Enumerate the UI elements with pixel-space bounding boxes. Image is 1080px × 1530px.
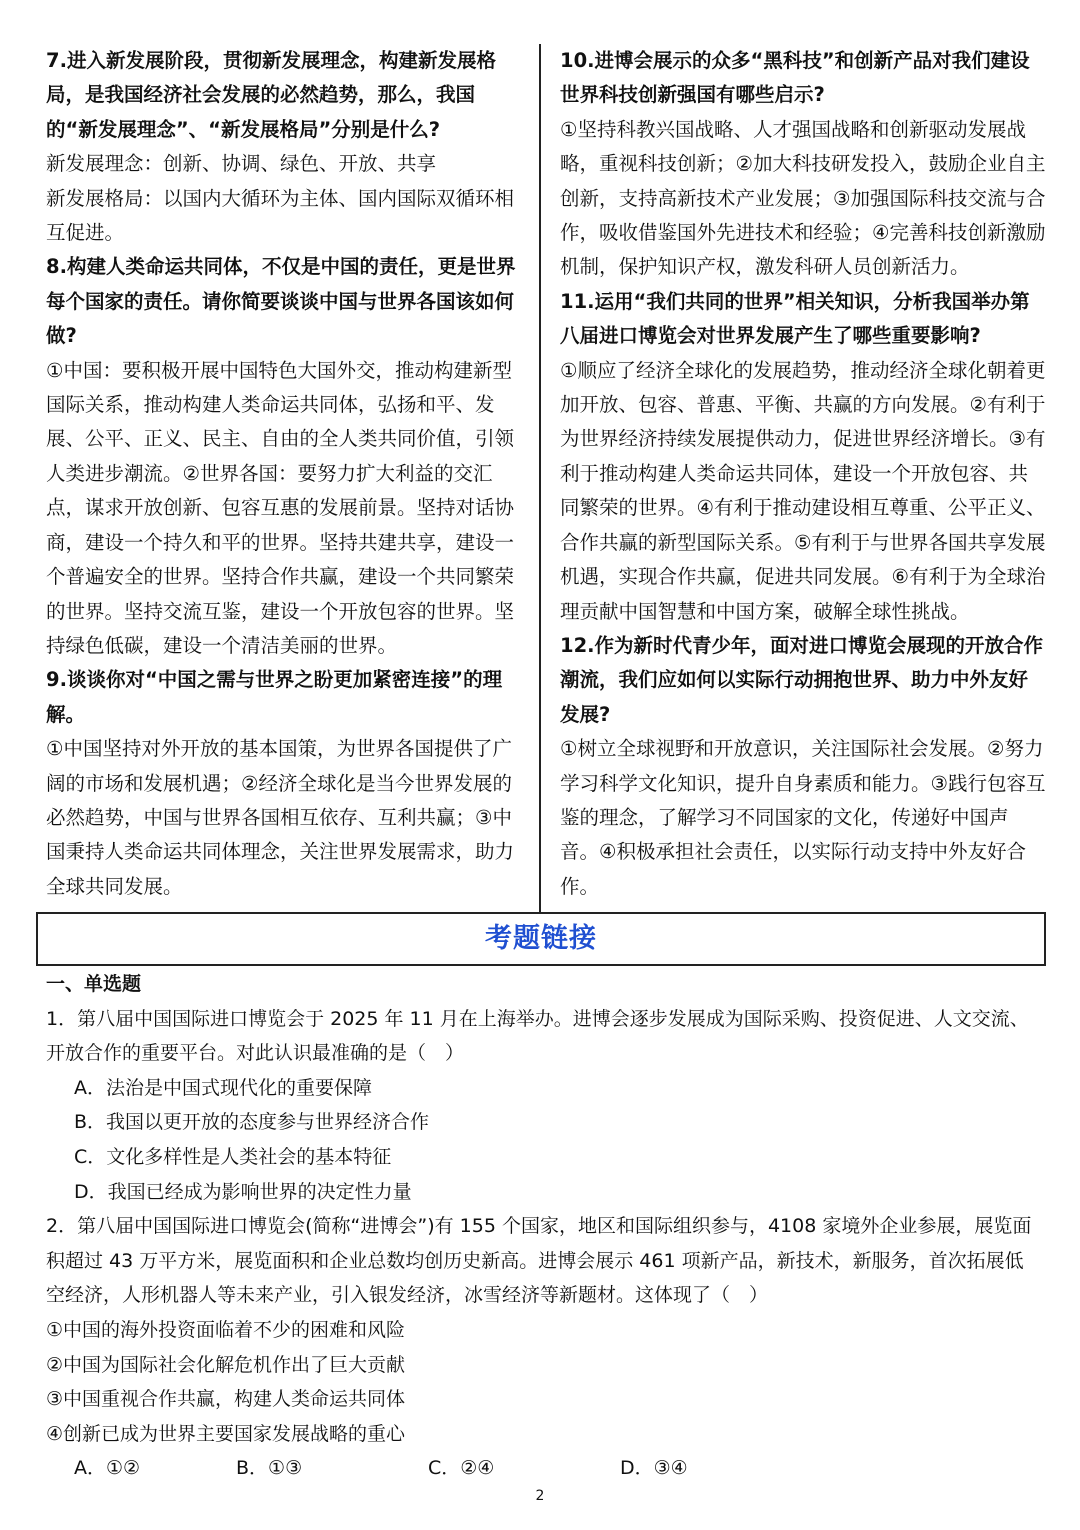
- question-11: 11.运用“我们共同的世界”相关知识，分析我国举办第八届进口博览会对世界发展产生了哪些重要影响?: [560, 289, 1030, 348]
- qa-section: [36, 44, 1046, 912]
- question-12: 12.作为新时代青少年，面对进口博览会展现的开放合作潮流，我们应如何以实际行动拥抱世界、助力中外友好发展?: [560, 633, 1044, 726]
- answer-12: ①树立全球视野和开放意识，关注国际社会发展。②努力学习科学文化知识，提升自身素质和能力。③践行包容互鉴的理念，了解学习不同国家的文化，传递好中国声音。④积极承担社会责任，以实际行动支持中外友好合作。: [560, 737, 1046, 898]
- q2-statement-4: ④创新已成为世界主要国家发展战略的重心: [46, 1422, 406, 1445]
- right-column: [560, 44, 1046, 904]
- question-10: 10.进博会展示的众多“黑科技”和创新产品对我们建设世界科技创新强国有哪些启示?: [560, 49, 1030, 107]
- q1-stem: 1．第八届中国国际进口博览会于 2025 年 11 月在上海举办。进博会逐步发展成为国际采购、投资促进、人文交流、开放合作的重要平台。对此认识最准确的是（ ）: [46, 1007, 1029, 1065]
- q1-option-a: A．法治是中国式现代化的重要保障: [74, 1076, 372, 1099]
- q2-statement-2: ②中国为国际社会化解危机作出了巨大贡献: [46, 1353, 406, 1376]
- q2-option-c: C．②④: [428, 1457, 495, 1480]
- q2-option-d: D．③④: [620, 1457, 688, 1480]
- q2-options: [46, 1451, 1042, 1486]
- section-banner: [36, 912, 1046, 966]
- answer-7-line-1: 新发展理念：创新、协调、绿色、开放、共享: [46, 152, 437, 176]
- column-divider: [539, 44, 541, 912]
- page-number: 2: [535, 1488, 545, 1504]
- q1-option-c: C．文化多样性是人类社会的基本特征: [74, 1145, 392, 1168]
- answer-7-line-2: 新发展格局：以国内大循环为主体、国内国际双循环相互促进。: [46, 186, 515, 245]
- answer-9: ①中国坚持对外开放的基本国策，为世界各国提供了广阔的市场和发展机遇；②经济全球化是当今世界发展的必然趋势，中国与世界各国相互依存、互利共赢；③中国秉持人类命运共同体理念，关注世界发展需求，助力全球共同发展。: [46, 737, 515, 898]
- q2-option-b: B．①③: [236, 1457, 303, 1480]
- exam-section: [46, 967, 1042, 1486]
- q2-stem: 2．第八届中国国际进口博览会(简称“进博会”)有 155 个国家，地区和国际组织参与，4108 家境外企业参展，展览面积超过 43 万平方米，展览面积和企业总数均创历史新高。进博会展示 461 项新产品，新技术，新服务，首次拓展低空经济，人形机器人等未来产业，引入银发经济，冰雪经济等新题材。这体现了（ ）: [46, 1215, 1032, 1307]
- q1-option-b: B．我国以更开放的态度参与世界经济合作: [74, 1111, 430, 1134]
- q2-statement-1: ①中国的海外投资面临着不少的困难和风险: [46, 1318, 406, 1341]
- answer-11: ①顺应了经济全球化的发展趋势，推动经济全球化朝着更加开放、包容、普惠、平衡、共赢的方向发展。②有利于为世界经济持续发展提供动力，促进世界经济增长。③有利于推动构建人类命运共同体，建设一个开放包容、共同繁荣的世界。④有利于推动建设相互尊重、公平正义、合作共赢的新型国际关系。⑤有利于与世界各国共享发展机遇，实现合作共赢，促进共同发展。⑥有利于为全球治理贡献中国智慧和中国方案，破解全球性挑战。: [560, 358, 1046, 623]
- q2-statement-3: ③中国重视合作共赢，构建人类命运共同体: [46, 1388, 406, 1411]
- question-8: 8.构建人类命运共同体，不仅是中国的责任，更是世界每个国家的责任。请你简要谈谈中国与世界各国该如何做?: [46, 255, 516, 348]
- question-9: 9.谈谈你对“中国之需与世界之盼更加紧密连接”的理解。: [46, 668, 503, 726]
- question-7: 7.进入新发展阶段，贯彻新发展理念，构建新发展格局，是我国经济社会发展的必然趋势，那么，我国的“新发展理念”、“新发展格局”分别是什么?: [46, 49, 496, 141]
- answer-8: ①中国：要积极开展中国特色大国外交，推动构建新型国际关系，推动构建人类命运共同体，弘扬和平、发展、公平、正义、民主、自由的全人类共同价值，引领人类进步潮流。②世界各国：要努力扩大利益的交汇点，谋求开放创新、包容互惠的发展前景。坚持对话协商，建设一个持久和平的世界。坚持共建共享，建设一个普遍安全的世界。坚持合作共赢，建设一个共同繁荣的世界。坚持交流互鉴，建设一个开放包容的世界。坚持绿色低碳，建设一个清洁美丽的世界。: [46, 358, 515, 657]
- section-heading: 一、单选题: [46, 973, 142, 995]
- q2-option-a: A．①②: [74, 1457, 141, 1480]
- answer-10: ①坚持科教兴国战略、人才强国战略和创新驱动发展战略，重视科技创新；②加大科技研发投入，鼓励企业自主创新，支持高新技术产业发展；③加强国际科技交流与合作，吸收借鉴国外先进技术和经验；④完善科技创新激励机制，保护知识产权，激发科研人员创新活力。: [560, 117, 1046, 279]
- banner-title: 考题链接: [485, 923, 597, 954]
- left-column: [46, 44, 524, 904]
- q1-option-d: D．我国已经成为影响世界的决定性力量: [74, 1180, 412, 1203]
